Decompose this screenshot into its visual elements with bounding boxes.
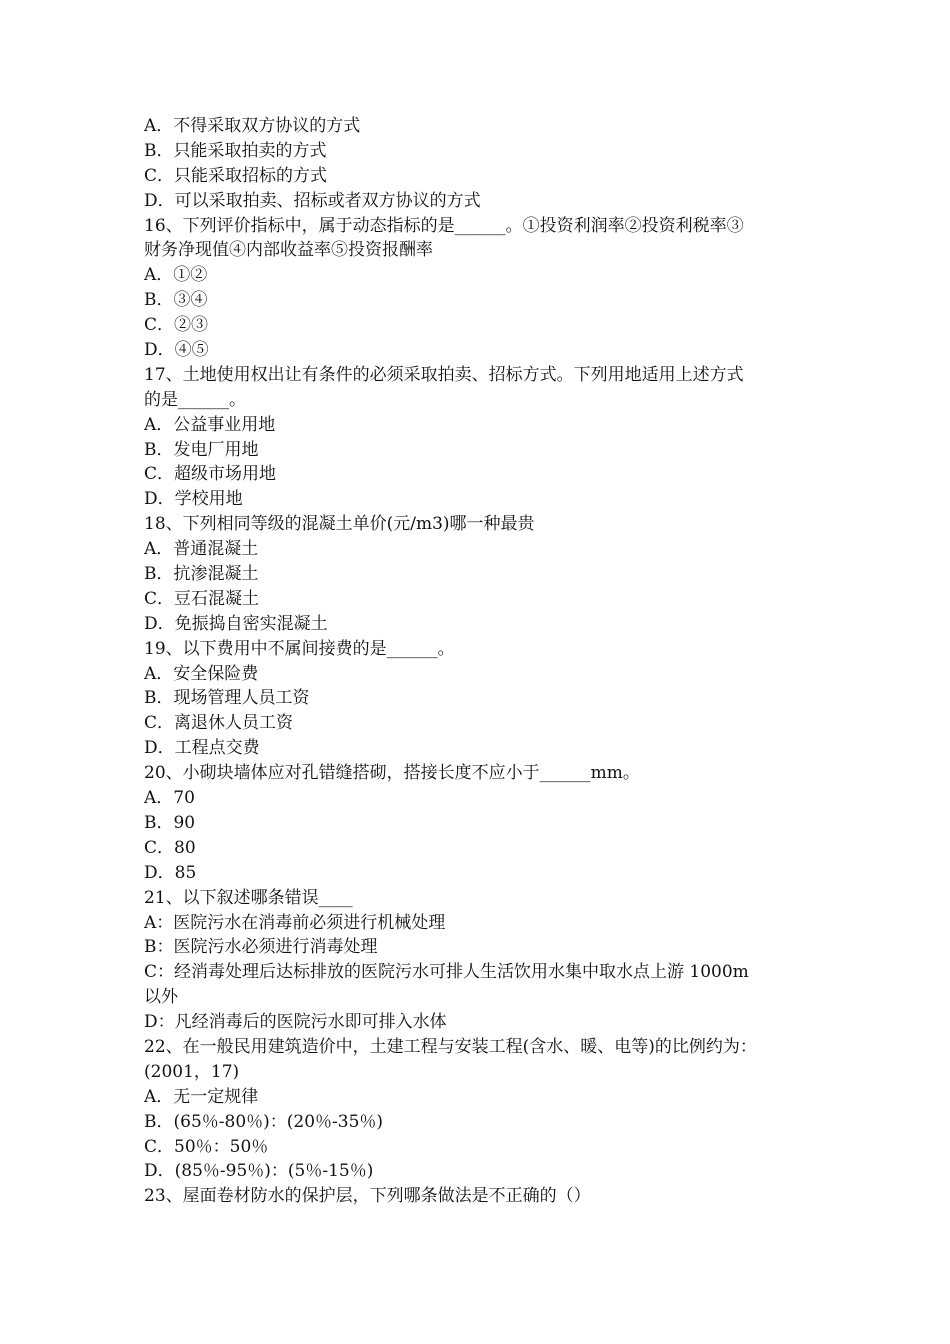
document-body (144, 114, 810, 1209)
option-line: A．无一定规律 (144, 1086, 259, 1107)
text-line: 的是______。 (144, 389, 246, 410)
option-line: B．发电厂用地 (144, 439, 259, 460)
question-line: 20、小砌块墙体应对孔错缝搭砌，搭接长度不应小于______mm。 (144, 763, 640, 784)
option-line: B．只能采取拍卖的方式 (144, 140, 327, 161)
option-line: B．抗渗混凝土 (144, 564, 259, 585)
option-line: A．普通混凝土 (144, 539, 259, 560)
option-line: C．②③ (144, 315, 209, 336)
option-line: D．可以采取拍卖、招标或者双方协议的方式 (144, 190, 481, 211)
text-line: (2001，17) (144, 1061, 240, 1082)
option-line: A．不得采取双方协议的方式 (144, 116, 361, 136)
question-line: 18、下列相同等级的混凝土单价(元/m3)哪一种最贵 (144, 514, 535, 535)
option-line: D．工程点交费 (144, 738, 260, 759)
text-line: 以外 (144, 987, 178, 1008)
option-line: C．50％：50％ (144, 1136, 269, 1157)
question-line: 22、在一般民用建筑造价中，土建工程与安装工程(含水、暖、电等)的比例约为： (144, 1036, 757, 1057)
option-line: D．学校用地 (144, 489, 243, 510)
option-line: B：医院污水必须进行消毒处理 (144, 937, 378, 958)
option-line: D：凡经消毒后的医院污水即可排入水体 (144, 1012, 447, 1033)
option-line: C：经消毒处理后达标排放的医院污水可排人生活饮用水集中取水点上游 1000m (144, 962, 749, 983)
option-line: C．离退休人员工资 (144, 713, 294, 734)
option-line: D．(85％-95％)：(5％-15％) (144, 1161, 374, 1182)
option-line: B．(65％-80％)：(20％-35％) (144, 1111, 384, 1132)
question-line: 17、土地使用权出让有条件的必须采取拍卖、招标方式。下列用地适用上述方式 (144, 364, 744, 385)
option-line: A．安全保险费 (144, 663, 259, 684)
question-line: 16、下列评价指标中，属于动态指标的是______。①投资利润率②投资利税率③ (144, 215, 744, 236)
question-line: 23、屋面卷材防水的保护层，下列哪条做法是不正确的（） (144, 1186, 591, 1207)
option-line: C．80 (144, 837, 196, 858)
option-line: A：医院污水在消毒前必须进行机械处理 (144, 912, 446, 933)
option-line: D．免振捣自密实混凝土 (144, 613, 328, 634)
text-line: 财务净现值④内部收益率⑤投资报酬率 (144, 240, 433, 261)
option-line: A．70 (144, 788, 195, 809)
question-line: 21、以下叙述哪条错误____ (144, 887, 353, 908)
option-line: B．③④ (144, 290, 208, 311)
option-line: D．④⑤ (144, 340, 209, 361)
option-line: A．①② (144, 265, 208, 286)
option-line: B．90 (144, 812, 196, 833)
option-line: D．85 (144, 862, 197, 883)
option-line: C．只能采取招标的方式 (144, 165, 328, 186)
option-line: C．豆石混凝土 (144, 588, 260, 609)
option-line: A．公益事业用地 (144, 414, 276, 435)
question-line: 19、以下费用中不属间接费的是______。 (144, 638, 455, 659)
option-line: C．超级市场用地 (144, 464, 277, 485)
option-line: B．现场管理人员工资 (144, 688, 310, 709)
